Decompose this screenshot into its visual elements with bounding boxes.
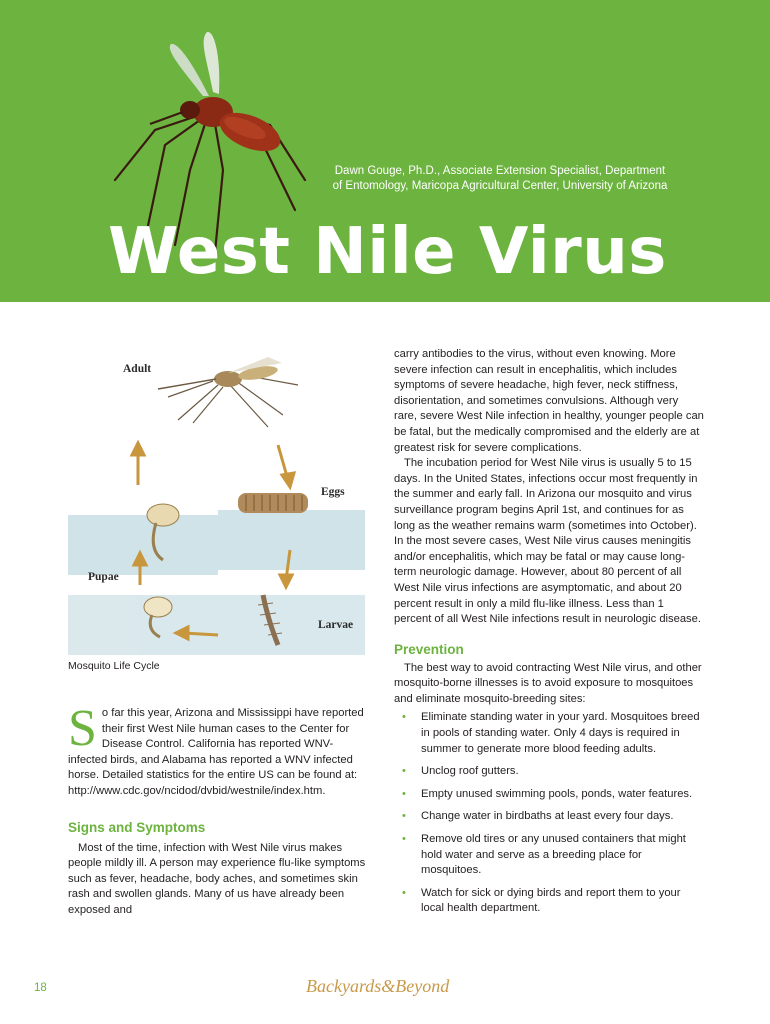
intro-paragraph [68, 700, 366, 800]
page-number: 18 [34, 982, 47, 994]
water-eggs [218, 510, 365, 570]
mosquito-life-cycle-diagram [68, 345, 365, 655]
label-eggs: Eggs [321, 486, 345, 498]
bullet-icon: • [402, 833, 406, 846]
prevention-list [394, 710, 704, 917]
heading-prevention: Prevention [394, 641, 464, 657]
label-pupae: Pupae [88, 571, 119, 583]
eggs-raft [238, 493, 308, 513]
adult-mosquito-drawing [158, 357, 298, 427]
list-item: • Remove old tires or any unused containers that might hold water and serve as a breeding place for mosquitoes. [402, 833, 686, 877]
label-adult: Adult [123, 363, 152, 375]
page-title: West Nile Virus [108, 215, 667, 289]
list-item: • Change water in birdbaths at least every four days. [394, 809, 704, 825]
right-column [394, 347, 704, 924]
incubation-paragraph: The incubation period for West Nile virus is usually 5 to 15 days. In the United States, infections occur most frequently in the summer and early fall. In Arizona our mosquito and virus surveillance program begins April 1st, and continues for as long as the weather remains warm (sometimes into October). In the most severe cases, West Nile virus causes meningitis and/or encephalitis, which may be fatal or may cause long-term neurologic damage. However, about 80 percent of all West Nile virus infections are asymptomatic, and about 20 percent result in only a mild flu-like illness. Less than 1 percent of all West Nile infections result in neurologic disease. [394, 457, 701, 626]
figure-caption: Mosquito Life Cycle [68, 660, 160, 672]
label-larvae: Larvae [318, 619, 354, 631]
bullet-icon: • [402, 810, 406, 823]
list-item: • Empty unused swimming pools, ponds, water features. [394, 787, 704, 803]
bullet-icon: • [402, 765, 406, 778]
bullet-icon: • [402, 886, 406, 899]
bullet-icon: • [402, 711, 406, 724]
prevention-intro: The best way to avoid contracting West Nile virus, and other mosquito-borne illnesses is to avoid exposure to mosquitoes and eliminate mosquito-breeding sites: [394, 661, 702, 705]
list-item: • Watch for sick or dying birds and report them to your local health department. [402, 886, 681, 915]
author-credit: Dawn Gouge, Ph.D., Associate Extension Specialist, Department of Entomology, Maricopa Agricultural Center, University of Arizona [332, 165, 668, 192]
left-column [68, 700, 366, 919]
list-item: • Eliminate standing water in your yard. Mosquitoes breed in pools of standing water. Only 4 days is required in summer to generate more blood feeding adults. [402, 711, 700, 755]
bullet-icon: • [402, 787, 406, 800]
header-banner [0, 0, 770, 302]
signs-paragraph: Most of the time, infection with West Nile virus makes people mildly ill. A person may experience flu-like symptoms such as fever, headache, body aches, and sometimes skin rash and swollen glands. Many of us have already been exposed and [68, 841, 366, 916]
heading-signs-symptoms: Signs and Symptoms [68, 819, 206, 835]
drop-cap: S [68, 700, 97, 757]
list-item: • Unclog roof gutters. [394, 764, 704, 780]
intro-text: o far this year, Arizona and Mississippi have reported their first West Nile human cases to the Center for Disease Control. California has reported WNV-infected birds, and Alabama has reported a WNV infected horse. Detailed statistics for the entire US can be found at: http://www.cdc.gov/ncidod/dvbid/westnile/index.htm. [68, 707, 364, 797]
signs-paragraph-continued: carry antibodies to the virus, without even knowing. More severe infection can result in encephalitis, which includes symptoms of severe headache, high fever, neck stiffness, disorientation, and sometimes convulsions. Although very rare, severe West Nile infection in healthy, younger people can be fatal, but the medically compromised and the elderly are at greatest risk for severe complications. [394, 348, 704, 454]
publication-logo: Backyards&Beyond [306, 976, 450, 996]
